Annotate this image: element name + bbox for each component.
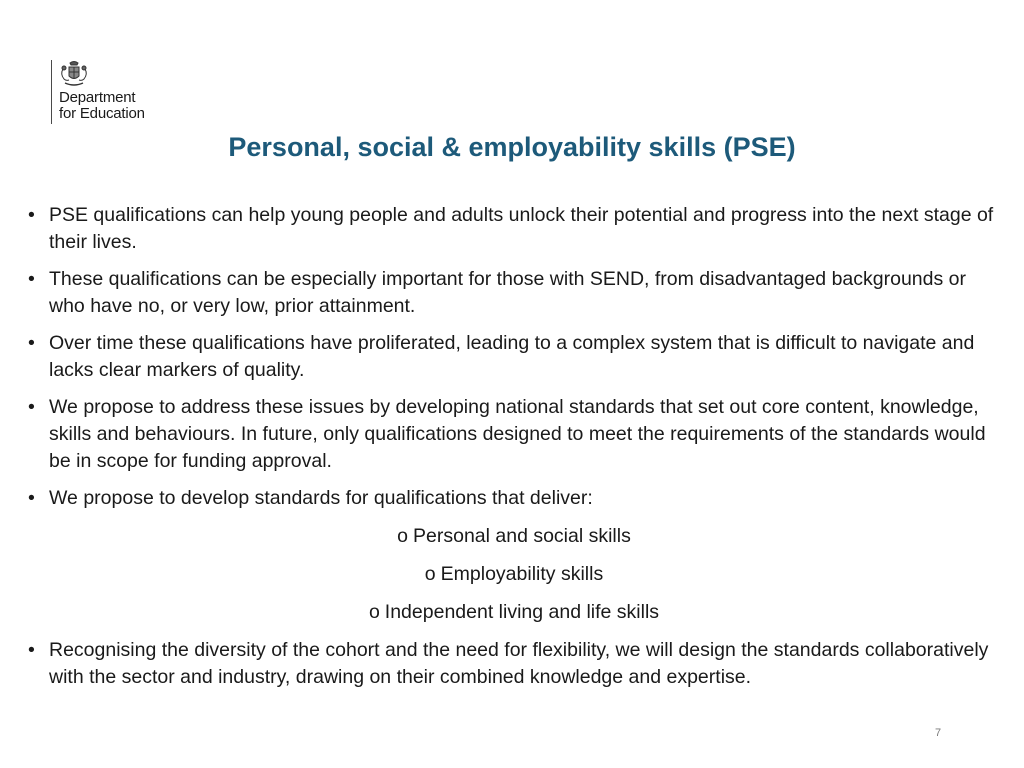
royal-coat-of-arms-icon (59, 60, 89, 88)
dfe-logo (51, 60, 181, 124)
sub-glyph: o (424, 563, 436, 585)
bullet-text: We propose to address these issues by developing national standards that set out core content, knowledge, skills and behaviours. In future, only qualifications designed to meet the requirements of the standards would be in scope for funding approval. (49, 396, 986, 472)
bullet-item (28, 330, 1000, 384)
bullet-item (28, 637, 1000, 691)
logo-wordmark (59, 90, 145, 122)
sub-glyph: o (397, 525, 408, 547)
logo-line-2: for Education (59, 105, 145, 122)
bullet-item (28, 266, 1000, 320)
logo-line-1: Department (59, 89, 136, 106)
bullet-text: PSE qualifications can help young people and adults unlock their potential and progress into the next stage of their lives. (49, 204, 994, 253)
sub-item-text: Personal and social skills (413, 525, 631, 547)
sub-glyph: o (368, 601, 380, 623)
bullet-glyph: • (28, 332, 35, 354)
sub-list (28, 523, 1000, 626)
bullet-glyph: • (28, 487, 35, 509)
bullet-glyph: • (28, 204, 35, 226)
page-number: 7 (935, 727, 942, 739)
sub-item-text: Employability skills (440, 563, 604, 585)
sub-item (28, 599, 1000, 626)
slide-title: Personal, social & employability skills (PSE) (228, 132, 796, 162)
bullet-glyph: • (28, 639, 35, 661)
bullet-glyph: • (28, 268, 35, 290)
bullet-text: Recognising the diversity of the cohort and the need for flexibility, we will design the standards collaboratively with the sector and industry, drawing on their combined knowledge and expertise. (49, 639, 989, 688)
bullet-item (28, 485, 1000, 512)
bullet-glyph: • (28, 396, 35, 418)
bullet-text: We propose to develop standards for qualifications that deliver: (49, 487, 593, 509)
logo-divider (51, 60, 52, 124)
sub-item (28, 523, 1000, 550)
bullet-text: Over time these qualifications have proliferated, leading to a complex system that is difficult to navigate and lacks clear markers of quality. (49, 332, 975, 381)
bullet-text: These qualifications can be especially important for those with SEND, from disadvantaged backgrounds or who have no, or very low, prior attainment. (49, 268, 966, 317)
bullet-item (28, 394, 1000, 475)
sub-item (28, 561, 1000, 588)
slide-body (28, 202, 1000, 701)
bullet-item (28, 202, 1000, 256)
sub-item-text: Independent living and life skills (384, 601, 660, 623)
